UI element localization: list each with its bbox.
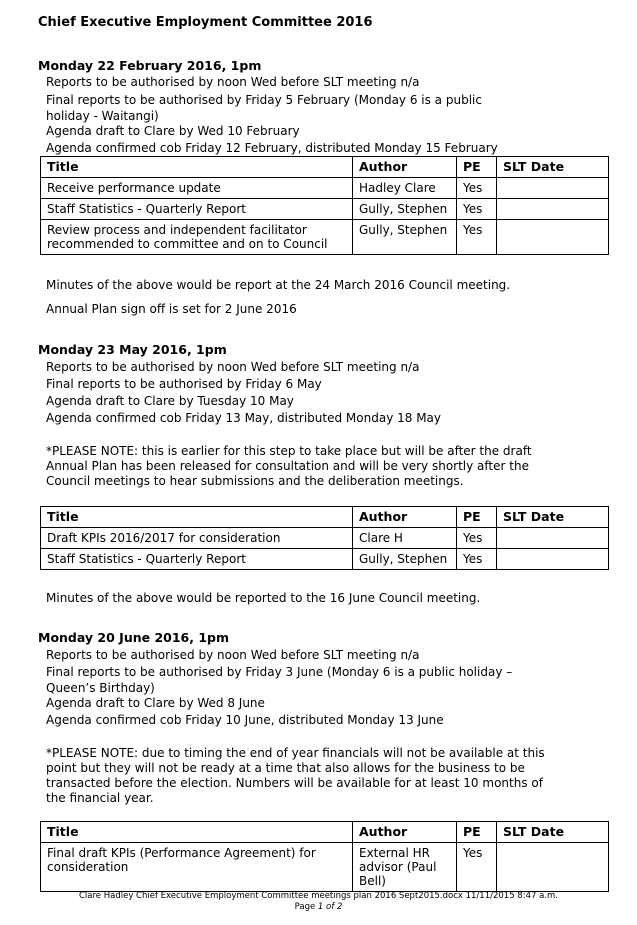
row-pe: Yes <box>457 178 497 199</box>
minutes-note: Minutes of the above would be report at the 24 March 2016 Council meeting. <box>46 278 511 292</box>
column-header-pe: PE <box>457 157 497 178</box>
row-pe: Yes <box>457 220 497 255</box>
footer-page-line <box>0 902 637 913</box>
row-title: Staff Statistics - Quarterly Report <box>41 199 353 220</box>
schedule-line: Agenda confirmed cob Friday 10 June, distributed Monday 13 June <box>46 713 444 727</box>
footer-file-line: Clare Hadley Chief Executive Employment Committee meetings plan 2016 Sept2015.docx 11/11/2015 8:47 a.m. <box>78 891 558 901</box>
row-author: External HR advisor (Paul Bell) <box>353 843 457 892</box>
row-title: Review process and independent facilitator recommended to committee and on to Council <box>41 220 353 255</box>
row-slt-date <box>497 843 609 892</box>
column-header-title: Title <box>41 507 353 528</box>
schedule-line: Agenda confirmed cob Friday 13 May, distributed Monday 18 May <box>46 411 442 425</box>
column-header-slt-date: SLT Date <box>497 157 609 178</box>
column-header-slt-date: SLT Date <box>497 822 609 843</box>
document-title: Chief Executive Employment Committee 2016 <box>38 15 373 30</box>
row-pe: Yes <box>457 528 497 549</box>
minutes-note: Minutes of the above would be reported to the 16 June Council meeting. <box>46 591 481 605</box>
schedule-line: Agenda confirmed cob Friday 12 February, distributed Monday 15 February <box>46 141 498 155</box>
table-row <box>41 220 609 255</box>
table-row <box>41 528 609 549</box>
column-header-author: Author <box>353 157 457 178</box>
please-note: *PLEASE NOTE: this is earlier for this step to take place but will be after the draft Annual Plan has been released for consultation and will be very shortly after the Council meetings to hear submissions and the deliberation meetings. <box>46 444 532 488</box>
reports-table <box>40 821 609 892</box>
schedule-line: Final reports to be authorised by Friday 5 February (Monday 6 is a public holiday - Waitangi) <box>46 93 482 123</box>
column-header-author: Author <box>353 822 457 843</box>
annual-plan-note: Annual Plan sign off is set for 2 June 2016 <box>46 302 297 316</box>
page-footer <box>0 891 637 913</box>
column-header-title: Title <box>41 157 353 178</box>
table-header-row <box>41 822 609 843</box>
table-row <box>41 843 609 892</box>
schedule-line: Reports to be authorised by noon Wed before SLT meeting n/a <box>46 360 420 374</box>
row-slt-date <box>497 199 609 220</box>
table-row <box>41 549 609 570</box>
footer-page-number: 1 <box>317 902 324 912</box>
reports-table <box>40 156 609 255</box>
row-title: Draft KPIs 2016/2017 for consideration <box>41 528 353 549</box>
column-header-pe: PE <box>457 507 497 528</box>
row-slt-date <box>497 549 609 570</box>
table-header-row <box>41 507 609 528</box>
row-author: Hadley Clare <box>353 178 457 199</box>
column-header-pe: PE <box>457 822 497 843</box>
table-row <box>41 199 609 220</box>
row-pe: Yes <box>457 549 497 570</box>
table-header-row <box>41 157 609 178</box>
footer-page-total: 2 <box>336 902 343 912</box>
column-header-slt-date: SLT Date <box>497 507 609 528</box>
footer-page-label: Page <box>294 902 316 912</box>
row-title: Receive performance update <box>41 178 353 199</box>
row-author: Gully, Stephen <box>353 220 457 255</box>
schedule-line: Reports to be authorised by noon Wed before SLT meeting n/a <box>46 648 420 662</box>
footer-page-of: of <box>326 902 335 912</box>
column-header-title: Title <box>41 822 353 843</box>
schedule-line: Agenda draft to Clare by Tuesday 10 May <box>46 394 294 408</box>
table-row <box>41 178 609 199</box>
please-note: *PLEASE NOTE: due to timing the end of year financials will not be available at this point but they will not be ready at a time that also allows for the business to be transacted before the election. Numbers will be available for at least 10 months of the financial year. <box>46 746 545 805</box>
section-heading: Monday 22 February 2016, 1pm <box>38 58 262 73</box>
section-heading: Monday 23 May 2016, 1pm <box>38 342 227 357</box>
schedule-line: Final reports to be authorised by Friday 6 May <box>46 377 322 391</box>
schedule-line: Reports to be authorised by noon Wed before SLT meeting n/a <box>46 75 420 89</box>
column-header-author: Author <box>353 507 457 528</box>
section-heading: Monday 20 June 2016, 1pm <box>38 630 230 645</box>
row-slt-date <box>497 528 609 549</box>
reports-table <box>40 506 609 570</box>
row-pe: Yes <box>457 843 497 892</box>
row-title: Final draft KPIs (Performance Agreement) for consideration <box>41 843 353 892</box>
row-pe: Yes <box>457 199 497 220</box>
row-slt-date <box>497 220 609 255</box>
schedule-line: Agenda draft to Clare by Wed 8 June <box>46 696 265 710</box>
schedule-line: Agenda draft to Clare by Wed 10 February <box>46 124 300 138</box>
schedule-line: Final reports to be authorised by Friday 3 June (Monday 6 is a public holiday – Queen’s Birthday) <box>46 665 513 695</box>
row-author: Gully, Stephen <box>353 199 457 220</box>
row-author: Gully, Stephen <box>353 549 457 570</box>
row-author: Clare H <box>353 528 457 549</box>
row-title: Staff Statistics - Quarterly Report <box>41 549 353 570</box>
row-slt-date <box>497 178 609 199</box>
